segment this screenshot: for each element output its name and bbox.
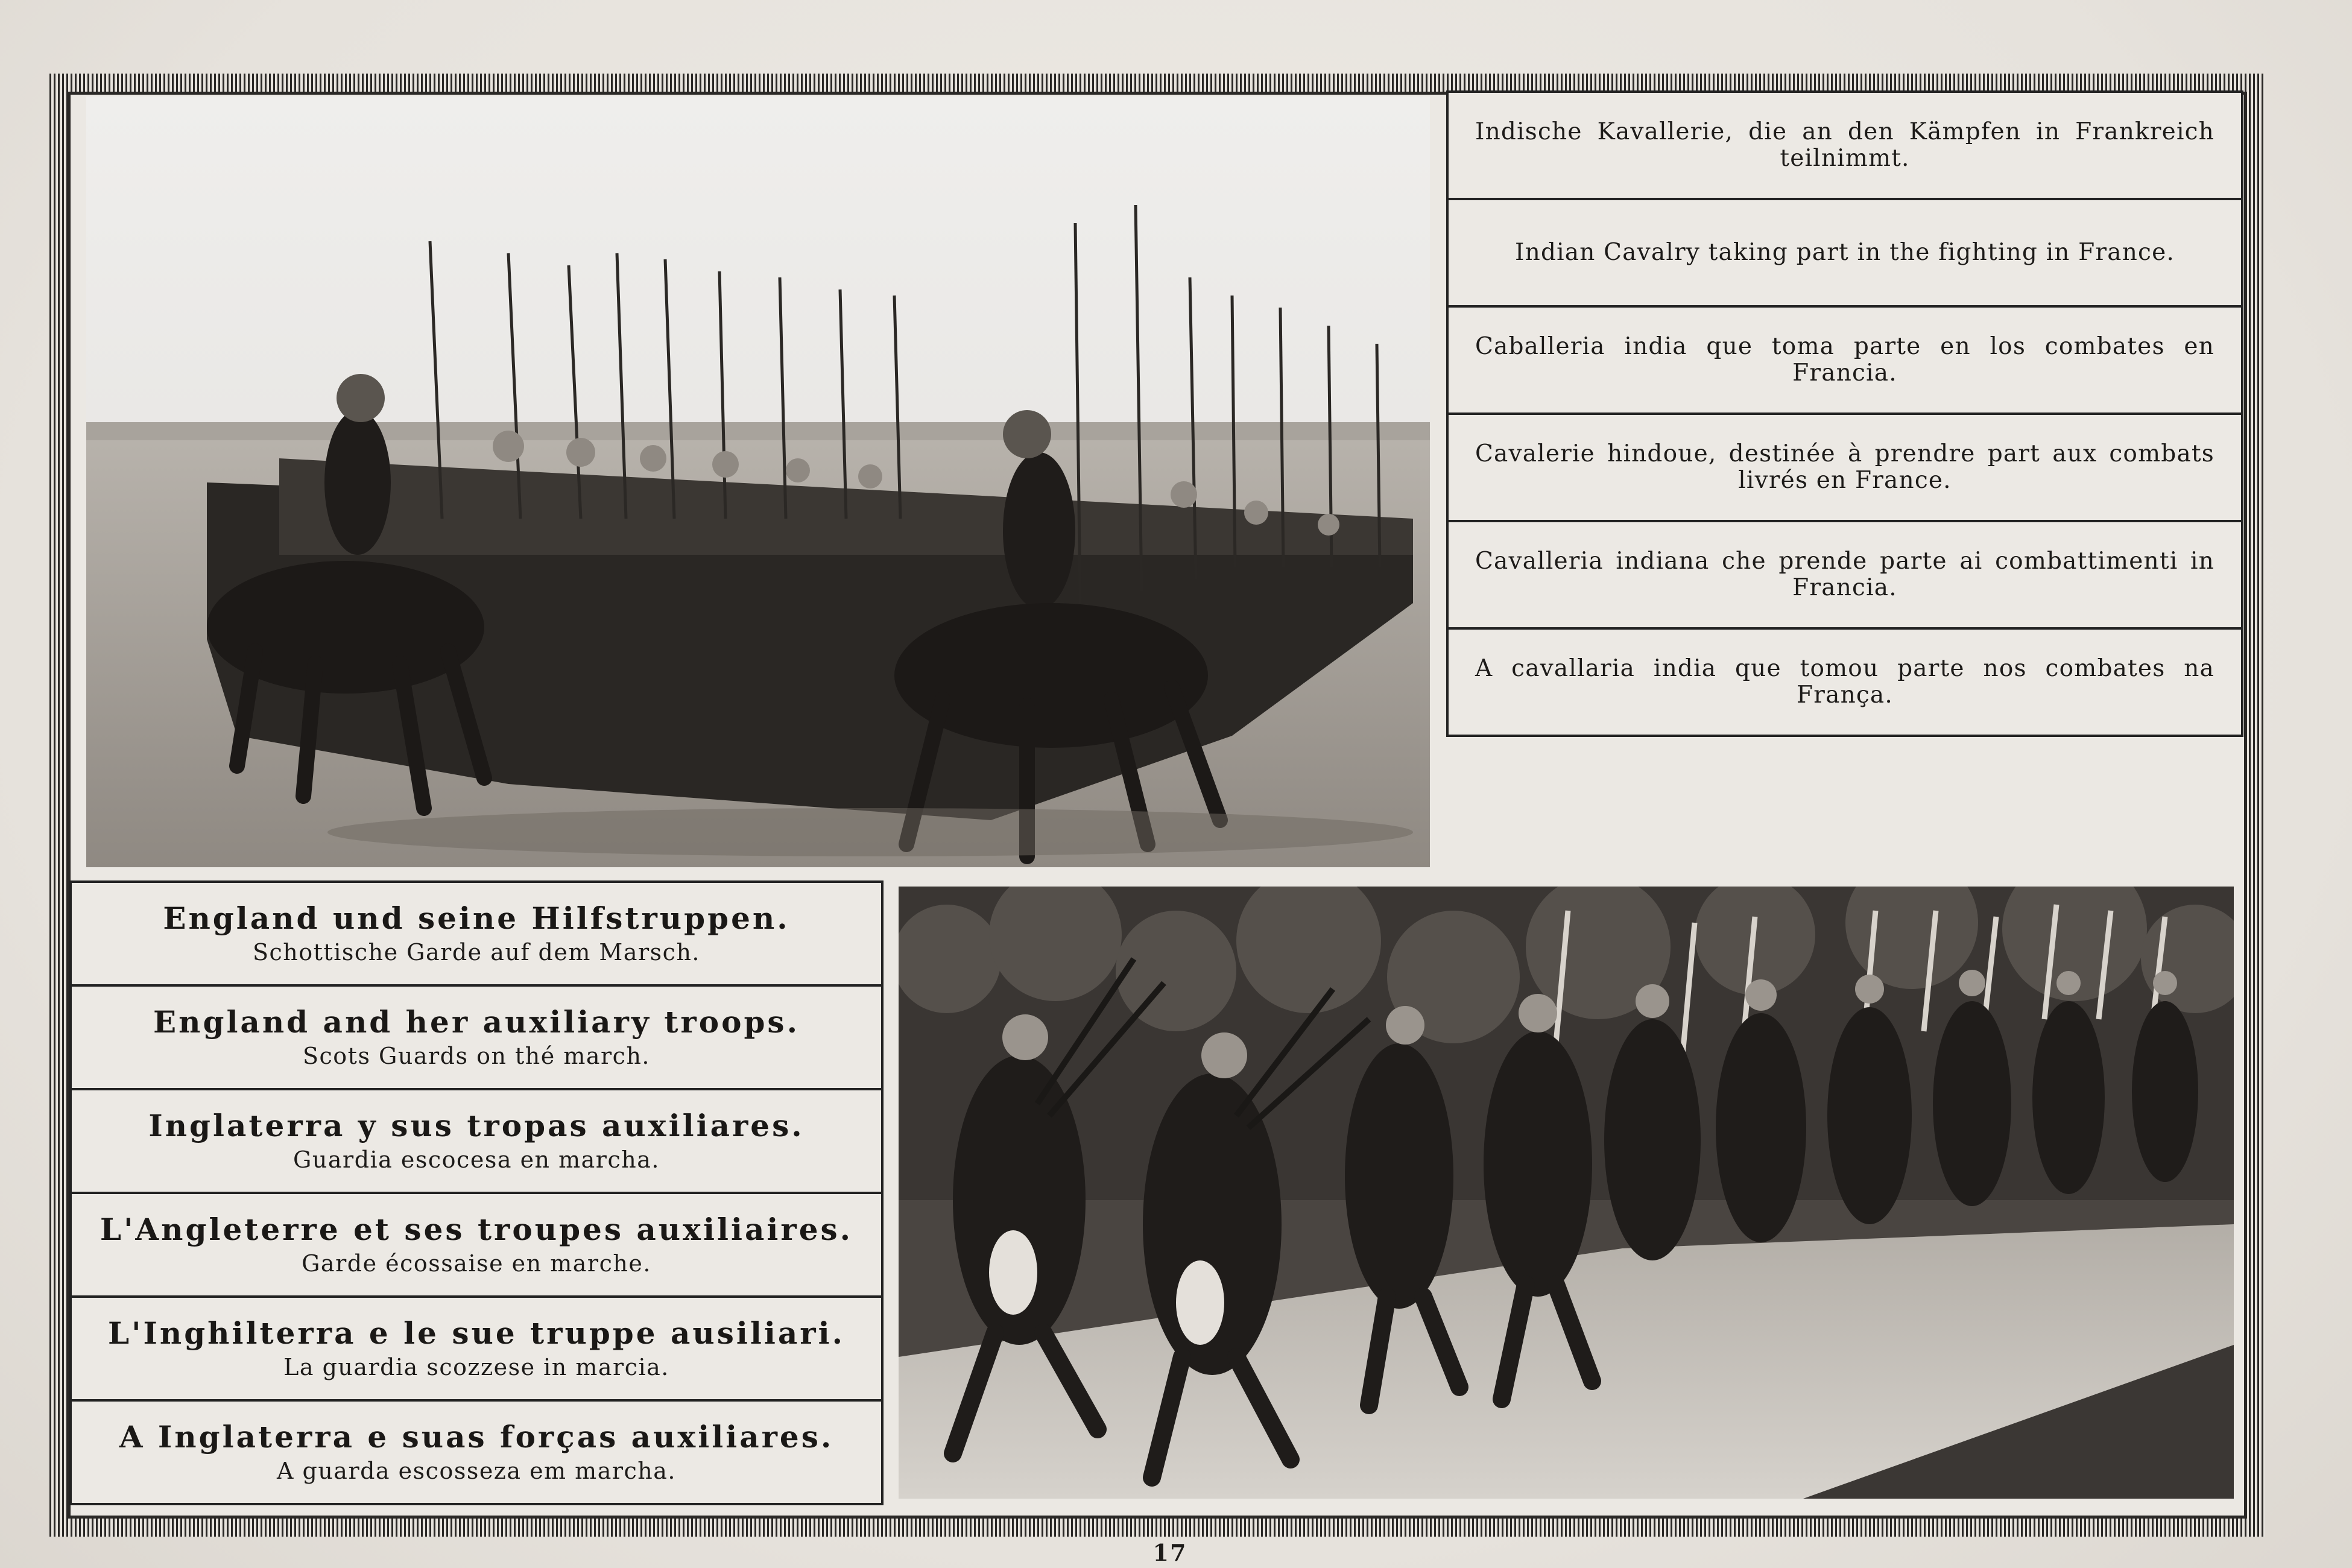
caption-french <box>69 1194 884 1298</box>
caption-german <box>69 883 884 987</box>
caption-title: England and her auxiliary troops. <box>153 1004 800 1040</box>
caption-title: England und seine Hilfstruppen. <box>163 900 790 936</box>
caption-subtitle: La guardia scozzese in marcia. <box>283 1354 669 1380</box>
caption-title: A Inglaterra e suas forças auxiliares. <box>119 1419 834 1455</box>
caption-title: L'Angleterre et ses troupes auxiliaires. <box>100 1212 853 1247</box>
page-number: 17 <box>1152 1539 1187 1566</box>
caption-subtitle: Scots Guards on thé march. <box>302 1043 651 1069</box>
caption-text: Caballeria india que toma parte en los combates en Francia. <box>1475 333 2214 387</box>
caption-spanish <box>69 1090 884 1194</box>
caption-subtitle: Garde écossaise en marche. <box>302 1250 651 1277</box>
caption-text: Indische Kavallerie, die an den Kämpfen in Frankreich teilnimmt. <box>1475 118 2214 172</box>
caption-title: L'Inghilterra e le sue truppe ausiliari. <box>107 1315 845 1351</box>
cavalry-photo-art <box>86 96 1430 867</box>
caption-text: Indian Cavalry taking part in the fighting in France. <box>1515 239 2175 266</box>
caption-portuguese <box>1446 630 2243 737</box>
caption-english <box>1446 200 2243 308</box>
caption-text: A cavallaria india que tomou parte nos combates na França. <box>1475 655 2214 709</box>
caption-title: Inglaterra y sus tropas auxiliares. <box>148 1108 805 1143</box>
caption-english <box>69 987 884 1090</box>
caption-german <box>1446 93 2243 200</box>
cavalry-caption-list <box>1446 90 2243 737</box>
caption-subtitle: Schottische Garde auf dem Marsch. <box>252 939 701 966</box>
scots-guards-photo-art <box>899 887 2234 1499</box>
caption-spanish <box>1446 308 2243 415</box>
caption-text: Cavalleria indiana che prende parte ai combattimenti in Francia. <box>1475 548 2214 601</box>
caption-subtitle: A guarda escosseza em marcha. <box>276 1458 677 1484</box>
caption-french <box>1446 415 2243 522</box>
cavalry-photo <box>86 96 1430 867</box>
scots-guards-caption-list <box>69 880 884 1505</box>
scots-guards-photo <box>899 887 2234 1499</box>
caption-italian <box>1446 522 2243 630</box>
caption-subtitle: Guardia escocesa en marcha. <box>293 1146 660 1173</box>
caption-text: Cavalerie hindoue, destinée à prendre part aux combats livrés en France. <box>1475 440 2214 494</box>
caption-portuguese <box>69 1402 884 1505</box>
caption-italian <box>69 1298 884 1402</box>
